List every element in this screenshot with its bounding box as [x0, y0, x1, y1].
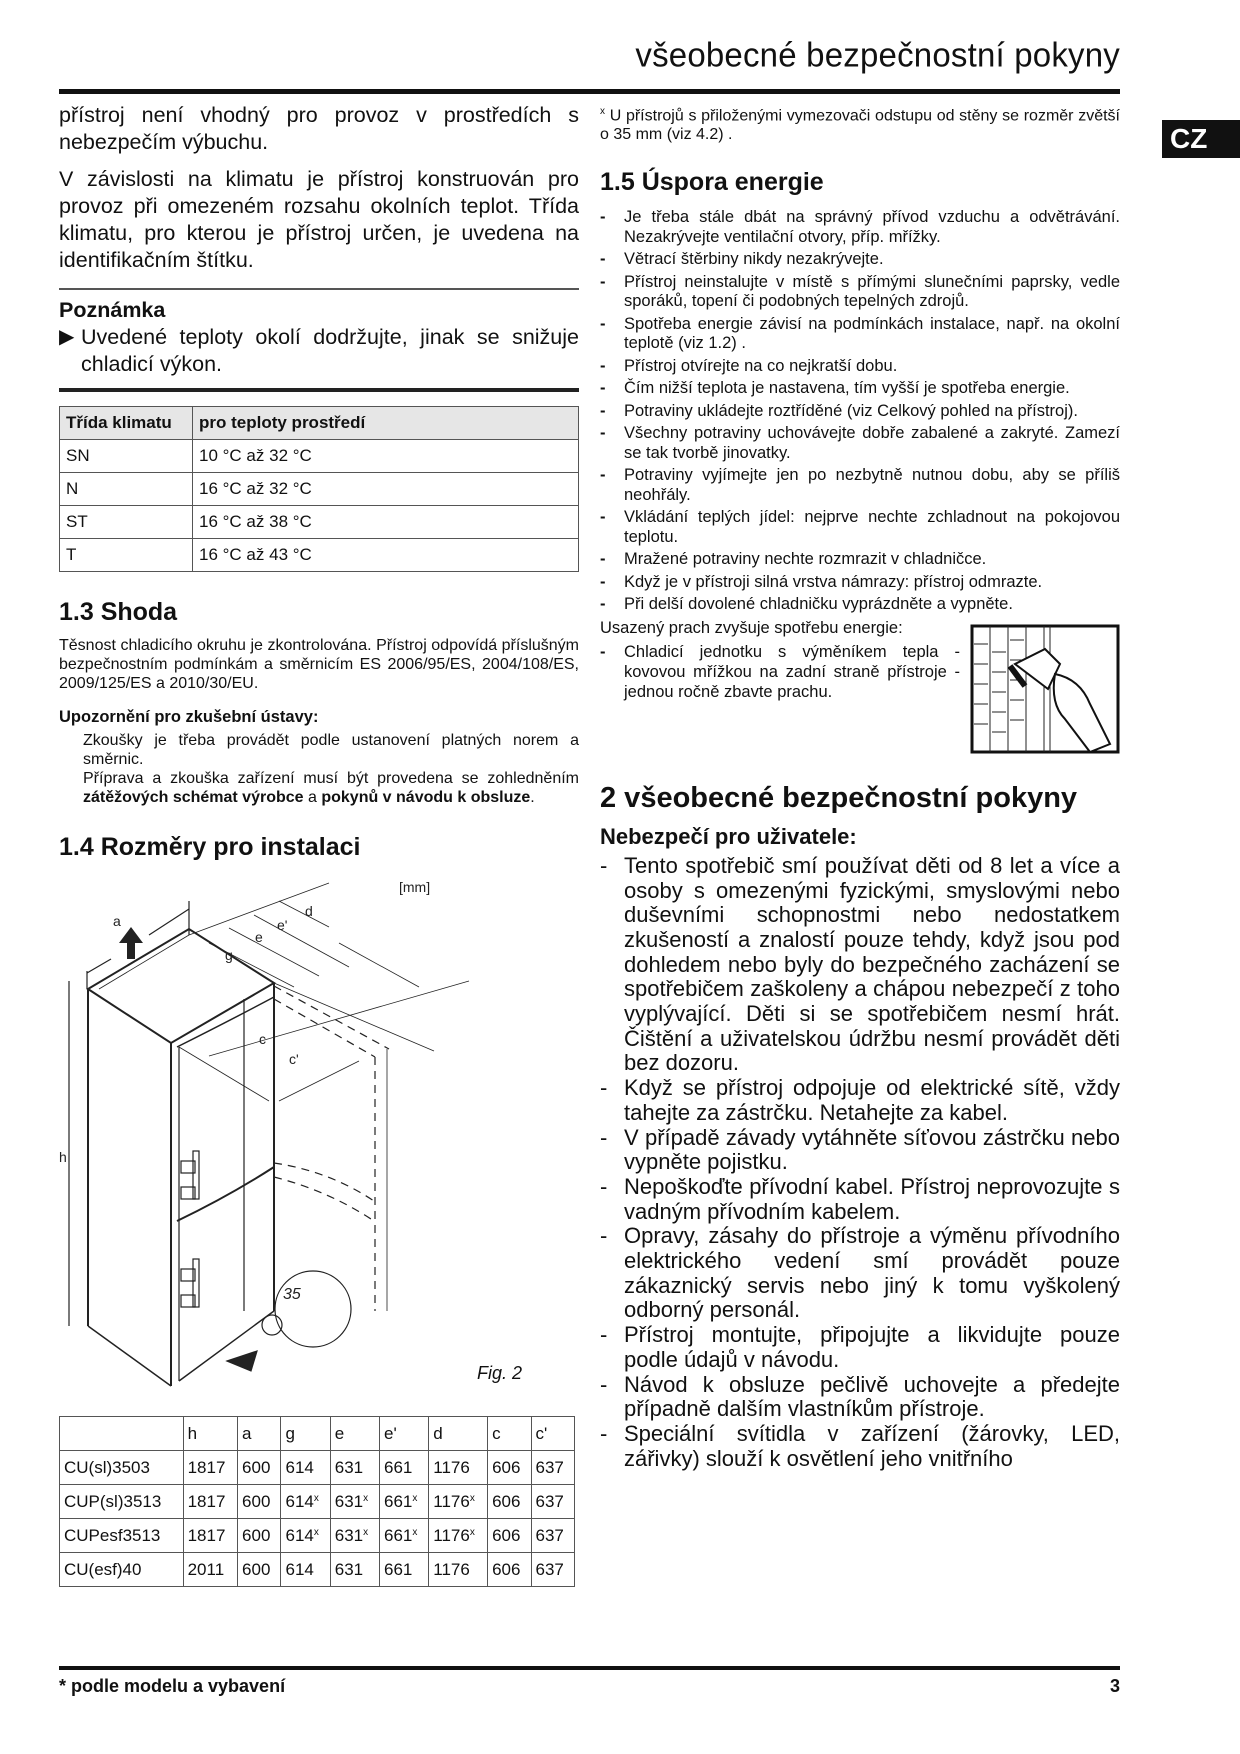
page-number: 3: [1109, 1676, 1120, 1696]
safety-list: [600, 854, 1120, 1472]
brush-cleaning-illustration: [970, 624, 1120, 754]
dim-label-c-prime: c': [289, 1051, 299, 1067]
section-title-conformity: 1.3 Shoda: [59, 598, 178, 626]
column-header: g: [281, 1417, 330, 1451]
list-item-text: Přístroj neinstalujte v místě s přímými slunečními paprsky, vedle sporáků, topení či podobných tepelných zdrojů.: [624, 272, 1120, 311]
dim-e-prime: 661: [380, 1553, 429, 1587]
list-item-text: Spotřeba energie závisí na podmínkách instalace, např. na okolní teplotě (viz 1.2) .: [624, 314, 1120, 353]
column-header: Třída klimatu: [60, 407, 193, 440]
list-item: [600, 1422, 1120, 1471]
dim-value: 631: [334, 1491, 364, 1511]
footnote-mark: x: [363, 1526, 369, 1538]
list-item-text: Čím nižší teplota je nastavena, tím vyšší je spotřeba energie.: [624, 379, 1070, 398]
running-header-title: všeobecné bezpečnostní pokyny: [635, 35, 1120, 74]
dust-intro: Usazený prach zvyšuje spotřebu energie:: [600, 618, 903, 637]
list-item-text: Přístroj otvírejte na co nejkratší dobu.: [624, 356, 898, 375]
list-item-text: Je třeba stále dbát na správný přívod vzduchu a odvětrávání. Nezakrývejte ventilační otvory, příp. mřížky.: [624, 208, 1120, 246]
list-item-text: Tento spotřebič smí používat děti od 8 let a více a osoby s omezenými fyzickými, smyslovými nebo duševními schopnostmi nebo nedostatkem zkušeností a znalostí pouze tehdy, když jsou pod dohledem nebo byly do bezpečného zacházení se spotřebičem zaškoleny a chápou nebezpečí z toho vyplývající. Děti si se spotřebičem nesmí hrát. Čištění a uživatelskou údržbu nesmí provádět děti bez dozoru.: [624, 852, 1120, 1076]
temperature-range: 16 °C až 32 °C: [193, 473, 579, 506]
dash-bullet: -: [600, 314, 606, 333]
triangle-bullet-icon: ▶: [59, 326, 75, 348]
column-header: e: [330, 1417, 379, 1451]
dim-a: 600: [238, 1553, 281, 1587]
climate-class: SN: [60, 440, 193, 473]
list-item: [600, 642, 960, 702]
dim-value: 1176: [433, 1525, 470, 1545]
temperature-range: 16 °C až 38 °C: [193, 506, 579, 539]
footnote-mark: x: [313, 1492, 319, 1504]
dim-e: [330, 1485, 379, 1519]
dash-bullet: -: [600, 642, 606, 661]
dim-c: 606: [488, 1519, 531, 1553]
list-item-text: Nepoškoďte přívodní kabel. Přístroj neprovozujte s vadným přívodním kabelem.: [624, 1173, 1120, 1224]
note-rule: [59, 288, 579, 290]
list-item: [600, 315, 1120, 354]
user-danger-subtitle: Nebezpečí pro uživatele:: [600, 823, 857, 849]
column-header: h: [183, 1417, 237, 1451]
testing-notice-title: Upozornění pro zkušební ústavy:: [59, 708, 319, 726]
dim-e: 631: [330, 1553, 379, 1587]
footnote-mark: x: [600, 106, 605, 117]
list-item: [600, 273, 1120, 312]
climate-class: ST: [60, 506, 193, 539]
note-text: Uvedené teploty okolí dodržujte, jinak se snižuje chladicí výkon.: [81, 325, 579, 376]
dash-bullet: -: [600, 508, 606, 527]
dim-d: 1176: [429, 1553, 488, 1587]
table-header-row: [60, 1417, 575, 1451]
dash-bullet: -: [600, 424, 606, 443]
language-badge: CZ: [1162, 120, 1240, 158]
dim-label-c: c: [259, 1031, 266, 1047]
column-header: [60, 1417, 184, 1451]
footnote-mark: x: [469, 1492, 475, 1504]
list-item-text: Návod k obsluze pečlivě uchovejte a předejte případně dalším vlastníkům přístroje.: [624, 1371, 1120, 1422]
unit-label: [mm]: [399, 879, 431, 895]
list-item: [600, 1175, 1120, 1224]
notice-text: .: [530, 789, 535, 806]
gap-label: 35: [283, 1286, 301, 1303]
list-item: [600, 357, 1120, 377]
left-column: [59, 102, 579, 1587]
dim-value: 1176: [433, 1491, 470, 1511]
dash-bullet: -: [600, 401, 606, 420]
list-item: [600, 595, 1120, 615]
dim-h: 1817: [183, 1519, 237, 1553]
notice-text: a: [303, 789, 322, 806]
dim-e: 631: [330, 1451, 379, 1485]
column-header: a: [238, 1417, 281, 1451]
list-item-text: Při delší dovolené chladničku vyprázdněte a vypněte.: [624, 595, 1013, 614]
list-item: [600, 208, 1120, 247]
dim-label-e: e: [255, 929, 263, 945]
dash-bullet: -: [600, 208, 606, 227]
list-item-text: Vkládání teplých jídel: nejprve nechte zchladnout na pokojovou teplotu.: [624, 508, 1120, 546]
footnote-mark: x: [412, 1526, 418, 1538]
dim-c-prime: 637: [531, 1553, 574, 1587]
dim-value: 661: [384, 1491, 413, 1511]
dim-g: [281, 1485, 330, 1519]
list-item: [600, 1126, 1120, 1175]
dash-bullet: -: [600, 272, 606, 291]
dim-label-h: h: [59, 1149, 67, 1165]
dash-bullet: -: [600, 1124, 608, 1150]
table-row: [60, 1553, 575, 1587]
note-end-rule: [59, 388, 579, 392]
dash-bullet: -: [600, 1371, 608, 1397]
dash-bullet: -: [600, 1223, 608, 1249]
dash-bullet: -: [600, 1322, 608, 1348]
footer-note: * podle modelu a vybavení: [59, 1676, 286, 1696]
list-item-text: Mražené potraviny nechte rozmrazit v chladničce.: [624, 550, 987, 569]
dim-e-prime: 661: [380, 1451, 429, 1485]
dimensions-table: [59, 1416, 575, 1587]
note-item: [59, 324, 579, 378]
dash-bullet: -: [600, 379, 606, 398]
dim-h: 1817: [183, 1451, 237, 1485]
list-item: [600, 379, 1120, 399]
list-item-text: V případě závady vytáhněte síťovou zástrčku nebo vypněte pojistku.: [624, 1124, 1120, 1175]
dimension-footnote: [600, 102, 1120, 144]
climate-class: T: [60, 539, 193, 572]
temperature-range: 10 °C až 32 °C: [193, 440, 579, 473]
column-header: d: [429, 1417, 488, 1451]
fridge-illustration: [59, 871, 579, 1416]
dim-e-prime: [380, 1519, 429, 1553]
paragraph-climate: V závislosti na klimatu je přístroj konstruován pro provoz při omezeném rozsahu okolních teplot. Třída klimatu, pro kterou je přístroj určen, je uvedena na identifikačním štítku.: [59, 167, 579, 272]
model-name: CUPesf3513: [60, 1519, 184, 1553]
dim-value: 631: [334, 1525, 364, 1545]
table-header-row: [60, 407, 579, 440]
list-item: [600, 508, 1120, 547]
dim-value: 614: [285, 1491, 314, 1511]
list-item: [600, 402, 1120, 422]
dash-bullet: -: [600, 356, 606, 375]
list-item-text: Všechny potraviny uchovávejte dobře zabalené a zakryté. Zamezí se tak tvorbě jinovatky.: [624, 424, 1120, 462]
table-row: [60, 539, 579, 572]
footnote-mark: x: [412, 1492, 418, 1504]
dim-h: 1817: [183, 1485, 237, 1519]
column-header: c': [531, 1417, 574, 1451]
dash-bullet: -: [600, 466, 606, 485]
dim-a: 600: [238, 1451, 281, 1485]
dust-section: [600, 618, 1120, 702]
table-row: [60, 1519, 575, 1553]
model-name: CU(sl)3503: [60, 1451, 184, 1485]
footnote-text: U přístrojů s přiloženými vymezovači odstupu od stěny se rozměr zvětší o 35 mm (viz 4.2) .: [600, 107, 1120, 144]
dim-e-prime: [380, 1485, 429, 1519]
notice-bold: pokynů v návodu k obsluze: [321, 789, 531, 806]
list-item: [600, 854, 1120, 1076]
dash-bullet: -: [600, 595, 606, 614]
table-row: [60, 440, 579, 473]
dash-bullet: -: [600, 1421, 608, 1446]
dim-label-g: g: [225, 947, 233, 963]
table-row: [60, 506, 579, 539]
dim-h: 2011: [183, 1553, 237, 1587]
dim-label-a: a: [113, 913, 121, 929]
note-title: Poznámka: [59, 298, 166, 322]
section-title-energy: 1.5 Úspora energie: [600, 168, 824, 197]
dim-a: 600: [238, 1519, 281, 1553]
table-row: [60, 473, 579, 506]
right-column: [600, 102, 1120, 1471]
dash-bullet: -: [600, 550, 606, 569]
testing-notice-p2: [59, 769, 579, 807]
header-rule: [59, 89, 1120, 94]
list-item: [600, 1076, 1120, 1125]
paragraph-explosion: přístroj není vhodný pro provoz v prostředích s nebezpečím výbuchu.: [59, 103, 579, 154]
table-row: [60, 1451, 575, 1485]
footnote-mark: x: [313, 1526, 319, 1538]
list-item: [600, 573, 1120, 593]
list-item: [600, 550, 1120, 570]
temperature-range: 16 °C až 43 °C: [193, 539, 579, 572]
footnote-mark: x: [363, 1492, 369, 1504]
list-item-text: Chladicí jednotku s výměníkem tepla - kovovou mřížkou na zadní straně přístroje - jednou ročně zbavte prachu.: [624, 642, 960, 701]
dim-g: [281, 1519, 330, 1553]
list-item: [600, 1323, 1120, 1372]
dim-d: 1176: [429, 1451, 488, 1485]
table-row: [60, 1485, 575, 1519]
list-item-text: Když se přístroj odpojuje od elektrické sítě, vždy tahejte za zástrčku. Netahejte za kabel.: [624, 1075, 1120, 1125]
dim-label-d: d: [305, 903, 313, 919]
footnote-mark: x: [469, 1526, 475, 1538]
dim-g: 614: [281, 1451, 330, 1485]
notice-text: Příprava a zkouška zařízení musí být provedena se zohledněním: [83, 770, 579, 787]
list-item-text: Speciální svítidla v zařízení (žárovky, LED, zářivky) slouží k osvětlení jeho vnitřního: [624, 1421, 1120, 1471]
dim-e: [330, 1519, 379, 1553]
figure-caption: Fig. 2: [477, 1363, 523, 1383]
dim-label-e-prime: e': [277, 917, 288, 933]
dim-value: 661: [384, 1525, 413, 1545]
list-item: [600, 466, 1120, 505]
list-item-text: Větrací štěrbiny nikdy nezakrývejte.: [624, 250, 884, 269]
dim-g: 614: [281, 1553, 330, 1587]
footer-rule: [59, 1666, 1120, 1670]
dim-c-prime: 637: [531, 1519, 574, 1553]
column-header: c: [488, 1417, 531, 1451]
model-name: CUP(sl)3513: [60, 1485, 184, 1519]
column-header: pro teploty prostředí: [193, 407, 579, 440]
notice-bold: zátěžových schémat výrobce: [83, 789, 304, 806]
dim-d: [429, 1485, 488, 1519]
list-item: [600, 1373, 1120, 1422]
list-item: [600, 250, 1120, 270]
list-item: [600, 1224, 1120, 1323]
model-name: CU(esf)40: [60, 1553, 184, 1587]
dim-c: 606: [488, 1485, 531, 1519]
dim-c: 606: [488, 1553, 531, 1587]
list-item-text: Přístroj montujte, připojujte a likvidujte pouze podle údajů v návodu.: [624, 1322, 1120, 1372]
dim-d: [429, 1519, 488, 1553]
list-item-text: Když je v přístroji silná vrstva námrazy: přístroj odmrazte.: [624, 572, 1043, 591]
conformity-text: Těsnost chladicího okruhu je zkontrolována. Přístroj odpovídá příslušným bezpečnostním podmínkám a směrnicím ES 2006/95/ES, 2004/108/ES, 2009/125/ES a 2010/30/EU.: [59, 637, 579, 692]
dim-c: 606: [488, 1451, 531, 1485]
climate-class-table: [59, 406, 579, 572]
dash-bullet: -: [600, 250, 606, 269]
climate-class: N: [60, 473, 193, 506]
section-title-safety: 2 všeobecné bezpečnostní pokyny: [600, 781, 1078, 814]
dash-bullet: -: [600, 1173, 608, 1199]
dim-a: 600: [238, 1485, 281, 1519]
list-item-text: Opravy, zásahy do přístroje a výměnu přívodního elektrického vedení smí provádět pouze zákaznický servis nebo jiný k tomu vyškolený odborný personál.: [624, 1223, 1120, 1323]
section-title-dimensions: 1.4 Rozměry pro instalaci: [59, 833, 361, 861]
testing-notice-p1: Zkoušky je třeba provádět podle ustanovení platných norem a směrnic.: [83, 732, 579, 768]
dim-c-prime: 637: [531, 1451, 574, 1485]
list-item-text: Potraviny ukládejte roztříděné (viz Celkový pohled na přístroj).: [624, 401, 1078, 420]
energy-tips-list: [600, 208, 1120, 615]
list-item: [600, 424, 1120, 463]
column-header: e': [380, 1417, 429, 1451]
dash-bullet: -: [600, 572, 606, 591]
dash-bullet: -: [600, 1075, 608, 1101]
dim-value: 614: [285, 1525, 314, 1545]
dash-bullet: -: [600, 852, 608, 878]
installation-dimensions-figure: [59, 871, 579, 1416]
dim-c-prime: 637: [531, 1485, 574, 1519]
list-item-text: Potraviny vyjímejte jen po nezbytně nutnou dobu, aby se příliš neohřály.: [624, 466, 1120, 504]
